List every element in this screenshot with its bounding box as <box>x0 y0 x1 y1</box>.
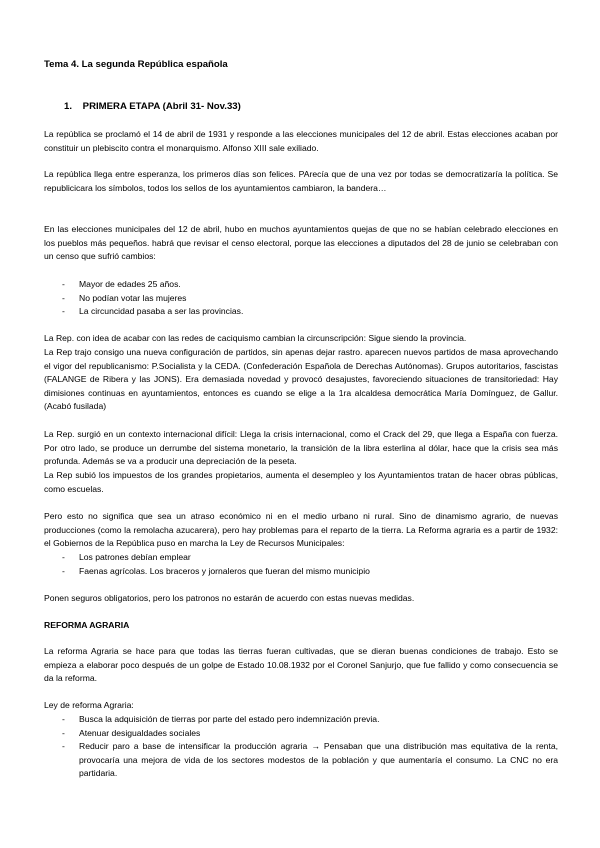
paragraph-esperanza: La república llega entre esperanza, los primeros días son felices. PArecía que de una vez por todas se democratizaría la política. Se republicicara los símbolos, todos los sellos de los ayuntamientos cambiaron, la bandera… <box>44 169 558 193</box>
paragraph-dinamismo: Pero esto no significa que sea un atraso económico ni en el medio urbano ni rural. Sino de dinamismo agrario, de nuevas producciones (como la remolacha azucarera), pero hay problemas para el reparto de la tierra. La Reforma agraria es a partir de 1932: el Gobiernos de la República puso en marcha la Ley de Recursos Municipales: <box>44 511 558 548</box>
paragraph-partidos: La Rep trajo consigo una nueva configuración de partidos, sin apenas dejar rastro. aparecen nuevos partidos de masa aprovechando el vigor del republicanismo: P.Socialista y la CEDA. (Confederación Española de Derechas Autónomas). Grupos autoritarios, fascistas (FALANGE de Ribera y las JONS). Era demasiada novedad y provocó desajustes, favoreciendo situaciones de transitoriedad: Hay dimisiones continuas en ayuntamientos, entonces es cuando se elige a la 1ra alcaldesa democrática María Domínguez, de Gallur. (Acabó fusilada) <box>44 347 558 411</box>
reforma-heading: REFORMA AGRARIA <box>44 620 130 630</box>
list-item: - Reducir paro a base de intensificar la producción agraria → Pensaban que una distribución mas equitativa de la renta, provocaría una mejora de vida de los sectores modestos de la población y que aumentaría el consumo. La CNC no era partidaria. <box>62 741 558 778</box>
list-item: - Los patrones debían emplear <box>62 552 191 562</box>
paragraph-circunscripcion: La Rep. con idea de acabar con las redes de caciquismo cambian la circunscripción: Sigue siendo la provincia. <box>44 333 467 343</box>
list-item: - Faenas agrícolas. Los braceros y jornaleros que fueran del mismo municipio <box>62 565 370 576</box>
section-title: PRIMERA ETAPA (Abril 31- Nov.33) <box>82 101 241 112</box>
ley-list <box>44 713 558 781</box>
paragraph-proclamacion: La república se proclamó el 14 de abril de 1931 y responde a las elecciones municipales del 12 de abril. Estas elecciones acaban por constituir un plebiscito contra el monarquismo. Alfonso XIII sale exiliado. <box>44 129 558 153</box>
document-title: Tema 4. La segunda República española <box>44 59 228 70</box>
paragraph-elecciones: En las elecciones municipales del 12 de abril, hubo en muchos ayuntamientos quejas de que no se habían celebrado elecciones en los pueblos más pequeños. habrá que revisar el censo electoral, porque las elecciones a diputados del 28 de junio se celebraban con un censo que sufrió cambios: <box>44 224 558 261</box>
paragraph-reforma: La reforma Agraria se hace para que todas las tierras fueran cultivadas, que se dieran buenas condiciones de trabajo. Esto se empieza a elaborar poco después de un golpe de Estado 10.08.1932 por el Coronel Sanjurjo, que fue fallido y como consecuencia se da la reforma. <box>44 646 558 683</box>
list-item: - La circuncidad pasaba a ser las provincias. <box>62 306 244 316</box>
list-item: - Atenuar desigualdades sociales <box>62 727 201 738</box>
censo-list <box>44 278 558 319</box>
paragraph-impuestos: La Rep subió los impuestos de los grandes propietarios, aumenta el desempleo y los Ayuntamientos tratan de hacer obras públicas, como escuelas. <box>44 470 558 494</box>
section-number: 1. <box>64 101 73 112</box>
list-item: - Busca la adquisición de tierras por parte del estado pero indemnización previa. <box>62 714 380 724</box>
list-item: - No podían votar las mujeres <box>62 292 187 303</box>
section-heading <box>64 100 241 114</box>
ley-heading: Ley de reforma Agraria: <box>44 700 134 710</box>
paragraph-seguros: Ponen seguros obligatorios, pero los patronos no estarán de acuerdo con estas nuevas medidas. <box>44 593 415 603</box>
paragraph-contexto: La Rep. surgió en un contexto internacional difícil: Llega la crisis internacional, como el Crack del 29, que llega a España con fuerza. Por otro lado, se produce un derrumbe del sistema monetario, la transición de la libra esterlina al dólar, hace que la crisis sea más profunda. Además se va a producir una depreciación de la peseta. <box>44 429 558 466</box>
recursos-list <box>44 551 558 578</box>
list-item: - Mayor de edades 25 años. <box>62 279 181 289</box>
